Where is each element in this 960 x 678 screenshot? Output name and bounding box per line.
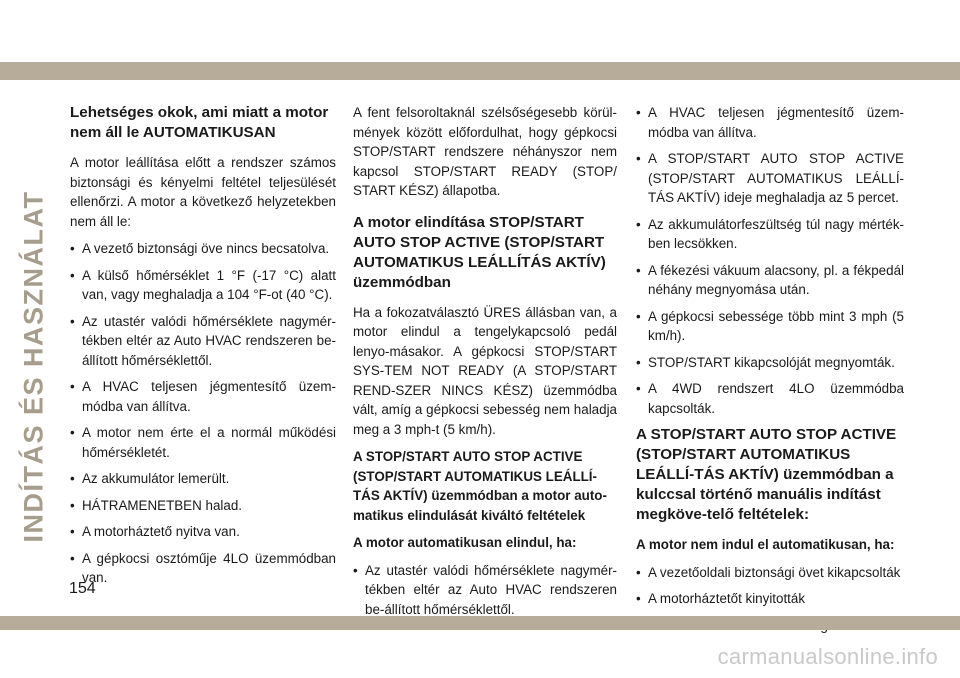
list-item: • STOP/START kikapcsolóját megnyomták.: [636, 353, 904, 373]
list-item: • A vezetőoldali biztonsági övet kikapcsolták: [636, 563, 904, 583]
col3-list: [636, 103, 904, 418]
col2-heading: A motor elindítása STOP/START AUTO STOP ACTIVE (STOP/START AUTOMATIKUS LEÁLLÍTÁS AKTÍV) üzemmódban: [353, 213, 606, 291]
list-item: • A fékezési vákuum alacsony, pl. a fékpedál néhány megnyomása után.: [636, 261, 904, 300]
list-item: • HÁTRAMENETBEN halad.: [70, 496, 336, 516]
column-3: [636, 103, 904, 642]
col1-list: [70, 239, 336, 588]
col3-heading: A STOP/START AUTO STOP ACTIVE (STOP/START AUTOMATIKUS LEÁLLÍ-TÁS AKTÍV) üzemmódban a kulccsal történő manuális indítást megköve-telő feltételek:: [636, 426, 897, 523]
side-title-text: INDÍTÁS ÉS HASZNÁLAT: [18, 190, 49, 543]
list-item: • A 4WD rendszert 4LO üzemmódba kapcsolták.: [636, 379, 904, 418]
col2-intro: A fent felsoroltaknál szélsőségesebb körül-mények között előfordulhat, hogy gépkocsi STOP/START rendszere néhányszor nem kapcsol STOP/START READY (STOP/ START KÉSZ) állapotba.: [353, 105, 617, 198]
list-item: • Az akkumulátor lemerült.: [70, 469, 336, 489]
column-2: [353, 103, 617, 626]
top-band: [0, 0, 960, 62]
page-number: 154: [69, 580, 96, 597]
list-item: • A gépkocsi osztóműje 4LO üzemmódban van.: [70, 549, 336, 588]
list-item: • A motorháztető nyitva van.: [70, 522, 336, 542]
list-item: • A motor nem érte el a normál működési hőmérsékletét.: [70, 423, 336, 462]
header-strip: [0, 62, 960, 80]
list-item: • A motorháztetőt kinyitották: [636, 589, 904, 609]
col3-subheading: A motor nem indul el automatikusan, ha:: [636, 537, 895, 552]
footer-strip: [0, 616, 960, 630]
list-item: • A HVAC teljesen jégmentesítő üzem-módba van állítva.: [636, 103, 904, 142]
list-item: • Az utastér valódi hőmérséklete nagymér-tékben eltér az Auto HVAC rendszeren be-állított hőmérséklettől.: [70, 312, 336, 371]
list-item: • A vezető biztonsági öve nincs becsatolva.: [70, 239, 336, 259]
col2-subheading: A STOP/START AUTO STOP ACTIVE (STOP/START AUTOMATIKUS LEÁLLÍ-TÁS AKTÍV) üzemmódban a motor auto-matikus elindulását kiváltó feltételek: [353, 449, 607, 523]
col2-subheading-2: A motor automatikusan elindul, ha:: [353, 535, 577, 550]
list-item: • A külső hőmérséklet 1 °F (-17 °C) alatt van, vagy meghaladja a 104 °F-ot (40 °C).: [70, 266, 336, 305]
column-1: [70, 103, 336, 595]
col1-heading: Lehetséges okok, ami miatt a motor nem áll le AUTOMATIKUSAN: [70, 104, 329, 141]
list-item: • Az utastér valódi hőmérséklete nagymér-tékben eltér az Auto HVAC rendszeren be-állított hőmérséklettől.: [353, 561, 617, 620]
list-item: • A gépkocsi sebessége több mint 3 mph (5 km/h).: [636, 307, 904, 346]
col2-paragraph: Ha a fokozatválasztó ÜRES állásban van, a motor elindul a tengelykapcsoló pedál lenyo-másakor. A gépkocsi STOP/START SYS-TEM NOT READY (A STOP/START REND-SZER NINCS KÉSZ) üzemmódba vált, amíg a gépkocsi sebesség nem haladja meg a 3 mph-t (5 km/h).: [353, 304, 617, 437]
col2-list: [353, 561, 617, 620]
list-item: • A STOP/START AUTO STOP ACTIVE (STOP/START AUTOMATIKUS LEÁLLÍ-TÁS AKTÍV) ideje meghaladja az 5 percet.: [636, 149, 904, 208]
col1-intro: A motor leállítása előtt a rendszer számos biztonsági és kényelmi feltétel teljesülését ellenőrzi. A motor a következő helyzetekben nem áll le:: [70, 155, 336, 229]
list-item: • A HVAC teljesen jégmentesítő üzem-módba van állítva.: [70, 377, 336, 416]
list-item: • Az akkumulátorfeszültség túl nagy mérték-ben lecsökken.: [636, 215, 904, 254]
watermark: carmanualsonline.info: [717, 644, 938, 669]
